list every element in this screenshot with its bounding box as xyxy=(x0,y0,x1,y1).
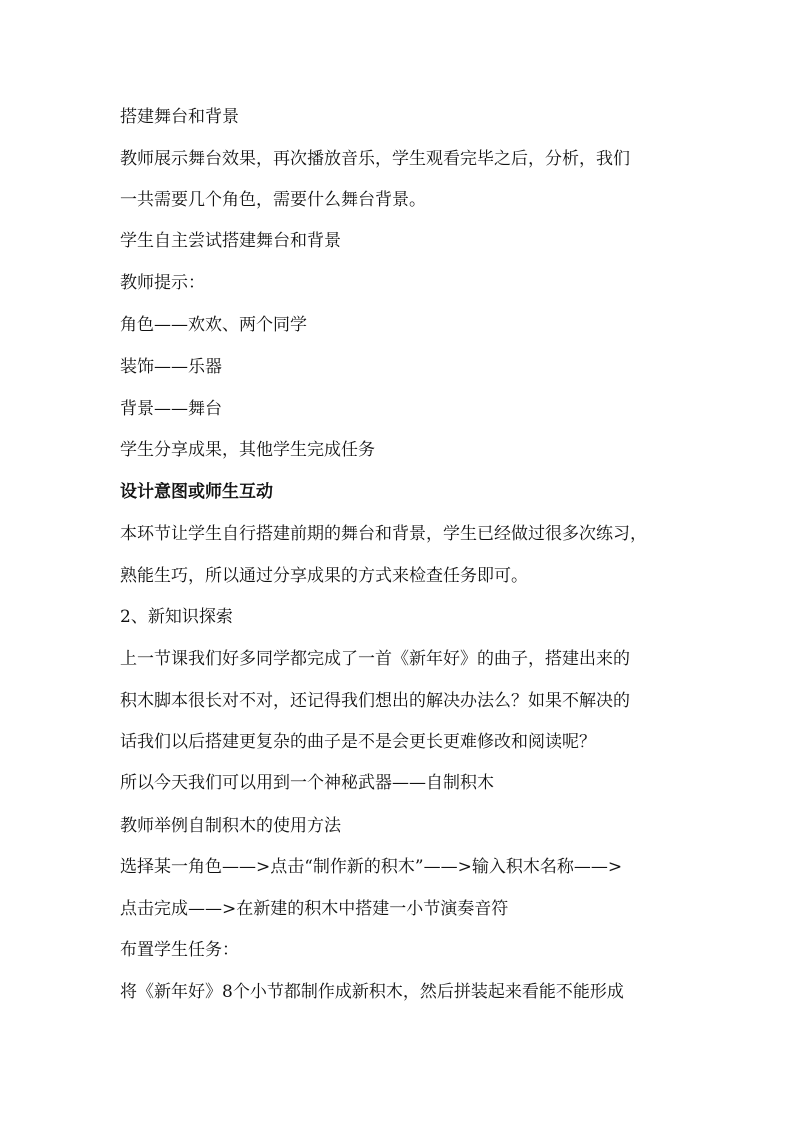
paragraph-line: 教师展示舞台效果，再次播放音乐，学生观看完毕之后，分析，我们 xyxy=(120,149,630,169)
design-intent-heading: 设计意图或师生互动 xyxy=(120,482,273,502)
paragraph-line: 布置学生任务： xyxy=(120,940,239,960)
paragraph-line: 熟能生巧，所以通过分享成果的方式来检查任务即可。 xyxy=(120,566,528,586)
paragraph-line: 教师提示： xyxy=(120,273,205,293)
list-item: 背景——舞台 xyxy=(120,399,222,419)
section-heading: 2、新知识探索 xyxy=(120,607,233,627)
paragraph-line: 话我们以后搭建更复杂的曲子是不是会更长更难修改和阅读呢？ xyxy=(120,732,596,752)
paragraph-line: 积木脚本很长对不对，还记得我们想出的解决办法么？如果不解决的 xyxy=(120,691,630,711)
section-heading: 搭建舞台和背景 xyxy=(120,107,239,127)
list-item: 装饰——乐器 xyxy=(120,357,222,377)
paragraph-line: 点击完成——>在新建的积木中搭建一小节演奏音符 xyxy=(120,899,509,919)
paragraph-line: 本环节让学生自行搭建前期的舞台和背景，学生已经做过很多次练习， xyxy=(120,524,647,544)
paragraph-line: 学生分享成果，其他学生完成任务 xyxy=(120,440,375,460)
paragraph-line: 选择某一角色——>点击“制作新的积木”——>输入积木名称——> xyxy=(120,857,623,877)
paragraph-line: 教师举例自制积木的使用方法 xyxy=(120,816,341,836)
paragraph-line: 一共需要几个角色，需要什么舞台背景。 xyxy=(120,190,426,210)
paragraph-line: 上一节课我们好多同学都完成了一首《新年好》的曲子，搭建出来的 xyxy=(120,649,630,669)
list-item: 角色——欢欢、两个同学 xyxy=(120,315,307,335)
paragraph-line: 将《新年好》8个小节都制作成新积木，然后拼装起来看能不能形成 xyxy=(120,982,624,1002)
paragraph-line: 学生自主尝试搭建舞台和背景 xyxy=(120,231,341,251)
paragraph-line: 所以今天我们可以用到一个神秘武器——自制积木 xyxy=(120,773,494,793)
